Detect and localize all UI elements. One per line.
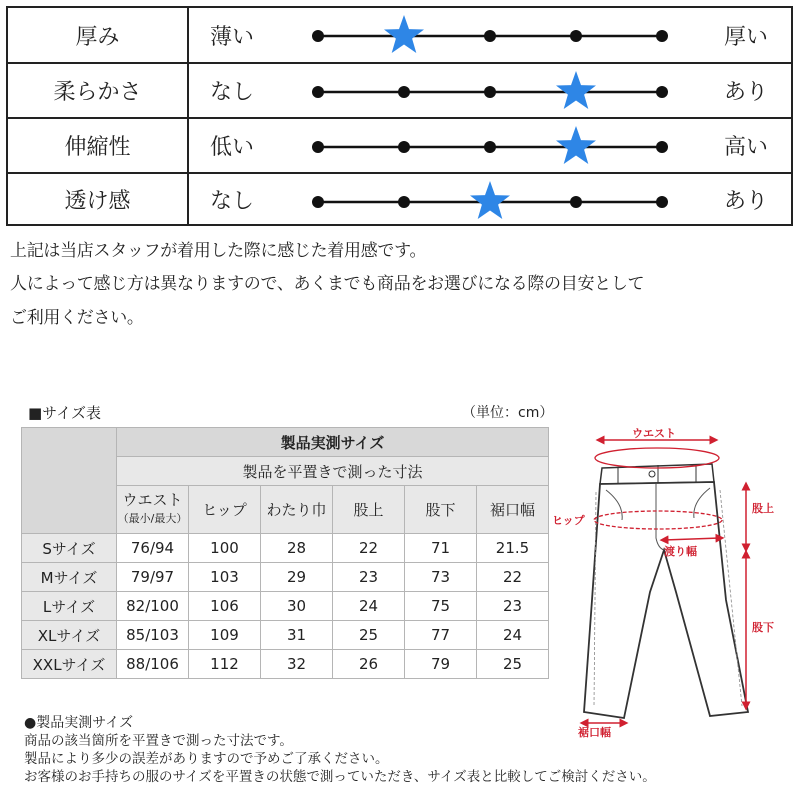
scale-dot [484, 30, 496, 42]
table-row [22, 534, 549, 563]
cell: 31 [261, 621, 333, 650]
inseam-text: 股下 [752, 621, 774, 634]
col-header-waist [117, 486, 189, 534]
level-star-icon [384, 15, 424, 53]
cell: 30 [261, 592, 333, 621]
cell: 82/100 [117, 592, 189, 621]
cell: 28 [261, 534, 333, 563]
cell: 76/94 [117, 534, 189, 563]
level-star-icon [470, 181, 510, 219]
cell: 77 [405, 621, 477, 650]
scale-dot [312, 86, 324, 98]
cell: 103 [189, 563, 261, 592]
feel-scale [308, 64, 678, 116]
waist-text: ウエスト [632, 427, 676, 440]
pants-shape [584, 482, 748, 718]
table-row [22, 650, 549, 679]
cell: 79/97 [117, 563, 189, 592]
feel-scale [308, 119, 678, 171]
scale-dot [484, 86, 496, 98]
feel-row [8, 174, 791, 224]
cell: 29 [261, 563, 333, 592]
scale-dot [656, 86, 668, 98]
waist-sub: （最小/最大） [117, 512, 188, 525]
scale-dot [484, 141, 496, 153]
feel-row-low: なし [210, 188, 255, 214]
cell: 88/106 [117, 650, 189, 679]
feel-scale [308, 8, 678, 60]
feel-note: 上記は当店スタッフが着用した際に感じた着用感です。 [10, 241, 427, 261]
feel-row-name: 厚み [8, 8, 189, 62]
feel-row-high: あり [724, 80, 769, 105]
cell: 26 [333, 650, 405, 679]
scale-dot [656, 30, 668, 42]
scale-dot [312, 196, 324, 208]
row-label: Lサイズ [22, 592, 117, 621]
row-label: XXLサイズ [22, 650, 117, 679]
corner-cell [22, 428, 117, 534]
header-measured: 製品実測サイズ [117, 428, 549, 457]
level-star-icon [556, 71, 596, 109]
size-table-caption: ■サイズ表 [28, 404, 101, 422]
cell: 85/103 [117, 621, 189, 650]
footer-line: 商品の該当箇所を平置きで測った寸法です。 [24, 733, 293, 749]
cell: 106 [189, 592, 261, 621]
col-header: ヒップ [189, 486, 261, 534]
cell: 109 [189, 621, 261, 650]
cell: 32 [261, 650, 333, 679]
thigh-text: 渡り幅 [664, 545, 697, 558]
footer-title: ●製品実測サイズ [24, 715, 134, 731]
scale-dot [312, 141, 324, 153]
rise-text: 股上 [752, 502, 774, 515]
col-header: 裾口幅 [477, 486, 549, 534]
scale-dot [656, 196, 668, 208]
row-label: Mサイズ [22, 563, 117, 592]
feel-note: 人によって感じ方は異なりますので、あくまでも商品をお選びになる際の目安として [10, 274, 645, 294]
scale-dot [570, 30, 582, 42]
cell: 24 [477, 621, 549, 650]
footer-line: 製品により多少の誤差がありますので予めご了承ください。 [24, 751, 389, 767]
row-label: Sサイズ [22, 534, 117, 563]
scale-dot [398, 141, 410, 153]
feel-row [8, 8, 791, 64]
feel-scale [308, 174, 678, 226]
scale-dot [570, 196, 582, 208]
feel-row-high: あり [724, 188, 769, 214]
table-row [22, 621, 549, 650]
feel-row [8, 64, 791, 119]
cell: 71 [405, 534, 477, 563]
col-header: 股下 [405, 486, 477, 534]
waist-ring [595, 448, 719, 468]
cell: 79 [405, 650, 477, 679]
size-table [21, 427, 549, 679]
col-header: わたり巾 [261, 486, 333, 534]
feel-row-name: 伸縮性 [8, 119, 189, 172]
button-shape [649, 471, 655, 477]
cell: 23 [477, 592, 549, 621]
cell: 23 [333, 563, 405, 592]
cell: 75 [405, 592, 477, 621]
feel-row-high: 厚い [724, 24, 769, 50]
feel-row-name: 柔らかさ [8, 64, 189, 117]
row-label: XLサイズ [22, 621, 117, 650]
feel-row-low: なし [210, 80, 255, 105]
cell: 21.5 [477, 534, 549, 563]
feel-note: ご利用ください。 [10, 308, 144, 328]
level-star-icon [556, 126, 596, 164]
header-flat: 製品を平置きで測った寸法 [117, 457, 549, 486]
scale-dot [312, 30, 324, 42]
feel-table [6, 6, 793, 226]
feel-row-high: 高い [724, 135, 769, 160]
feel-row-low: 薄い [210, 24, 255, 50]
unit-label: （単位：cm） [462, 405, 554, 421]
cell: 100 [189, 534, 261, 563]
scale-dot [656, 141, 668, 153]
hem-text: 裾口幅 [578, 726, 611, 739]
cell: 22 [333, 534, 405, 563]
cell: 112 [189, 650, 261, 679]
waistband-shape [600, 464, 714, 484]
cell: 25 [333, 621, 405, 650]
pants-diagram [552, 420, 792, 740]
waist-label: ウエスト [122, 491, 183, 509]
scale-dot [398, 196, 410, 208]
cell: 25 [477, 650, 549, 679]
col-header: 股上 [333, 486, 405, 534]
cell: 22 [477, 563, 549, 592]
feel-row [8, 119, 791, 174]
table-row [22, 563, 549, 592]
footer-line: お客様のお手持ちの服のサイズを平置きの状態で測っていただき、サイズ表と比較してご検討ください。 [24, 769, 656, 785]
feel-row-name: 透け感 [8, 174, 189, 224]
hip-text: ヒップ [552, 514, 585, 527]
cell: 24 [333, 592, 405, 621]
scale-dot [398, 86, 410, 98]
table-row [22, 592, 549, 621]
feel-row-low: 低い [210, 135, 255, 160]
cell: 73 [405, 563, 477, 592]
